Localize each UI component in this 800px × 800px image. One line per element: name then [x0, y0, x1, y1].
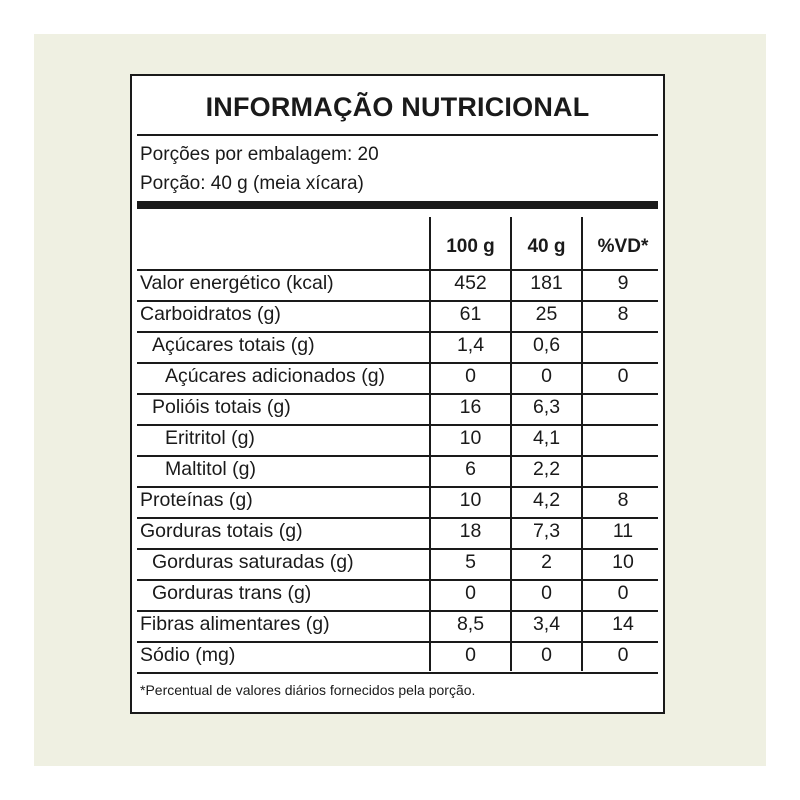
value-dv: 0	[617, 644, 629, 666]
footnote: *Percentual de valores diários fornecidos pela porção.	[140, 682, 476, 698]
value-dv: 8	[617, 489, 629, 511]
nutrient-name: Gorduras totais (g)	[140, 520, 303, 542]
table-row	[132, 269, 663, 300]
value-dv: 14	[612, 613, 634, 635]
table-row	[132, 455, 663, 486]
table-row	[132, 362, 663, 393]
table-row	[132, 579, 663, 610]
nutrient-name: Proteínas (g)	[140, 489, 253, 511]
value-per-100g: 8,5	[456, 613, 485, 635]
nutrient-name: Fibras alimentares (g)	[140, 613, 330, 635]
nutrient-name: Carboidratos (g)	[140, 303, 281, 325]
nutrient-name: Eritritol (g)	[165, 427, 255, 449]
value-per-serving: 3,4	[532, 613, 561, 635]
value-per-100g: 0	[465, 644, 476, 666]
value-per-serving: 4,1	[532, 427, 561, 449]
value-dv: 10	[612, 551, 634, 573]
label-title: INFORMAÇÃO NUTRICIONAL	[205, 92, 590, 122]
nutrient-name: Polióis totais (g)	[152, 396, 291, 418]
value-per-serving: 4,2	[532, 489, 561, 511]
value-per-serving: 0	[541, 644, 552, 666]
value-per-serving: 0	[541, 582, 552, 604]
value-per-100g: 6	[465, 458, 476, 480]
nutrient-name: Gorduras saturadas (g)	[152, 551, 354, 573]
value-per-serving: 0,6	[532, 334, 561, 356]
value-per-100g: 10	[459, 427, 482, 449]
value-dv: 9	[617, 272, 629, 294]
nutrient-name: Açúcares totais (g)	[152, 334, 315, 356]
table-row	[132, 486, 663, 517]
table-row	[132, 517, 663, 548]
row-divider	[137, 672, 658, 674]
value-per-100g: 0	[465, 365, 476, 387]
value-per-serving: 2,2	[532, 458, 561, 480]
table-row	[132, 393, 663, 424]
thick-divider	[137, 201, 658, 209]
serving-size: Porção: 40 g (meia xícara)	[140, 173, 364, 194]
value-per-100g: 1,4	[456, 334, 485, 356]
column-header-dv: %VD*	[597, 236, 649, 257]
nutrient-name: Gorduras trans (g)	[152, 582, 312, 604]
value-per-serving: 181	[530, 272, 563, 294]
value-per-serving: 6,3	[532, 396, 561, 418]
title-divider	[137, 134, 658, 136]
servings-per-package: Porções por embalagem: 20	[140, 144, 379, 165]
value-per-100g: 16	[459, 396, 482, 418]
value-per-serving: 0	[541, 365, 552, 387]
table-row	[132, 331, 663, 362]
value-per-100g: 5	[465, 551, 476, 573]
value-per-100g: 10	[459, 489, 482, 511]
column-header-serving: 40 g	[527, 236, 566, 257]
value-per-100g: 18	[459, 520, 482, 542]
nutrient-name: Valor energético (kcal)	[140, 272, 334, 294]
value-per-100g: 0	[465, 582, 476, 604]
value-dv: 8	[617, 303, 629, 325]
nutrient-name: Maltitol (g)	[165, 458, 257, 480]
nutrition-facts-label	[130, 74, 665, 714]
table-row	[132, 300, 663, 331]
value-per-serving: 25	[535, 303, 558, 325]
value-per-serving: 7,3	[532, 520, 561, 542]
value-dv: 0	[617, 582, 629, 604]
nutrient-name: Açúcares adicionados (g)	[165, 365, 386, 387]
value-per-100g: 452	[454, 272, 487, 294]
value-dv: 11	[612, 520, 634, 542]
column-header-100g: 100 g	[446, 236, 495, 257]
table-row	[132, 641, 663, 672]
value-dv: 0	[617, 365, 629, 387]
nutrient-name: Sódio (mg)	[140, 644, 236, 666]
table-row	[132, 424, 663, 455]
value-per-serving: 2	[541, 551, 552, 573]
value-per-100g: 61	[459, 303, 482, 325]
table-row	[132, 548, 663, 579]
table-row	[132, 610, 663, 641]
